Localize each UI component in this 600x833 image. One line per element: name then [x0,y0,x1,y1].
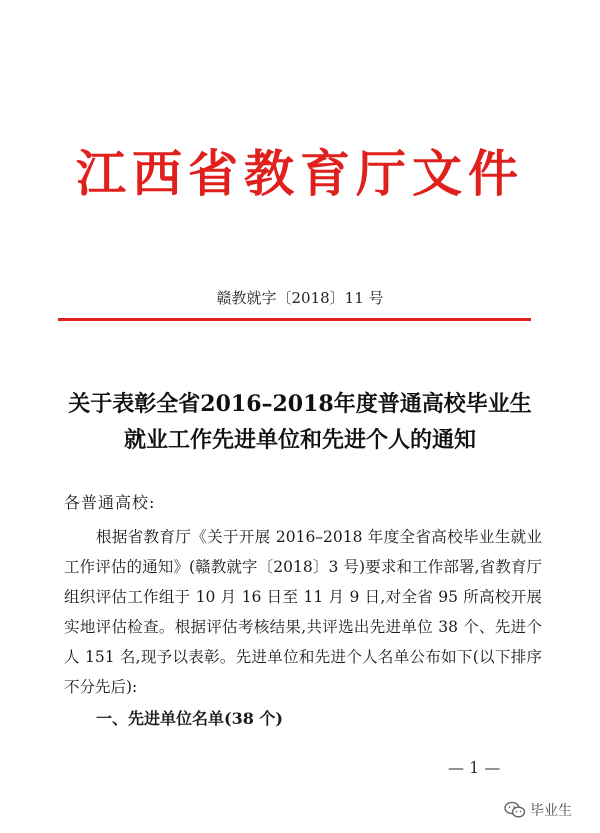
headline-line-1: 关于表彰全省2016–2018年度普通高校毕业生 [68,391,532,417]
wechat-icon [504,801,526,819]
red-divider [58,318,531,321]
headline-line-2: 就业工作先进单位和先进个人的通知 [123,427,476,453]
document-number: 赣教就字〔2018〕11 号 [216,289,384,307]
notice-headline [40,386,560,458]
body-paragraph: 根据省教育厅《关于开展 2016–2018 年度全省高校毕业生就业工作评估的通知》(赣教就字〔2018〕3 号)要求和工作部署,省教育厅组织评估工作组于 10 月 16 日至 11 月 9 日,对全省 95 所高校开展实地评估检查。根据评估考核结果,共评选出先进单位 38 个、先进个人 151 名,现予以表彰。先进单位和先进个人名单公布如下(以下排序不分先后): [64,528,542,696]
greeting: 各普通高校: [64,493,156,512]
source-watermark [504,800,572,820]
issuer-title: 江西省教育厅文件 [76,145,524,203]
watermark-label: 毕业生 [530,803,572,819]
section-heading: 一、先进单位名单(38 个) [96,709,283,728]
page-number: — 1 — [448,758,501,777]
